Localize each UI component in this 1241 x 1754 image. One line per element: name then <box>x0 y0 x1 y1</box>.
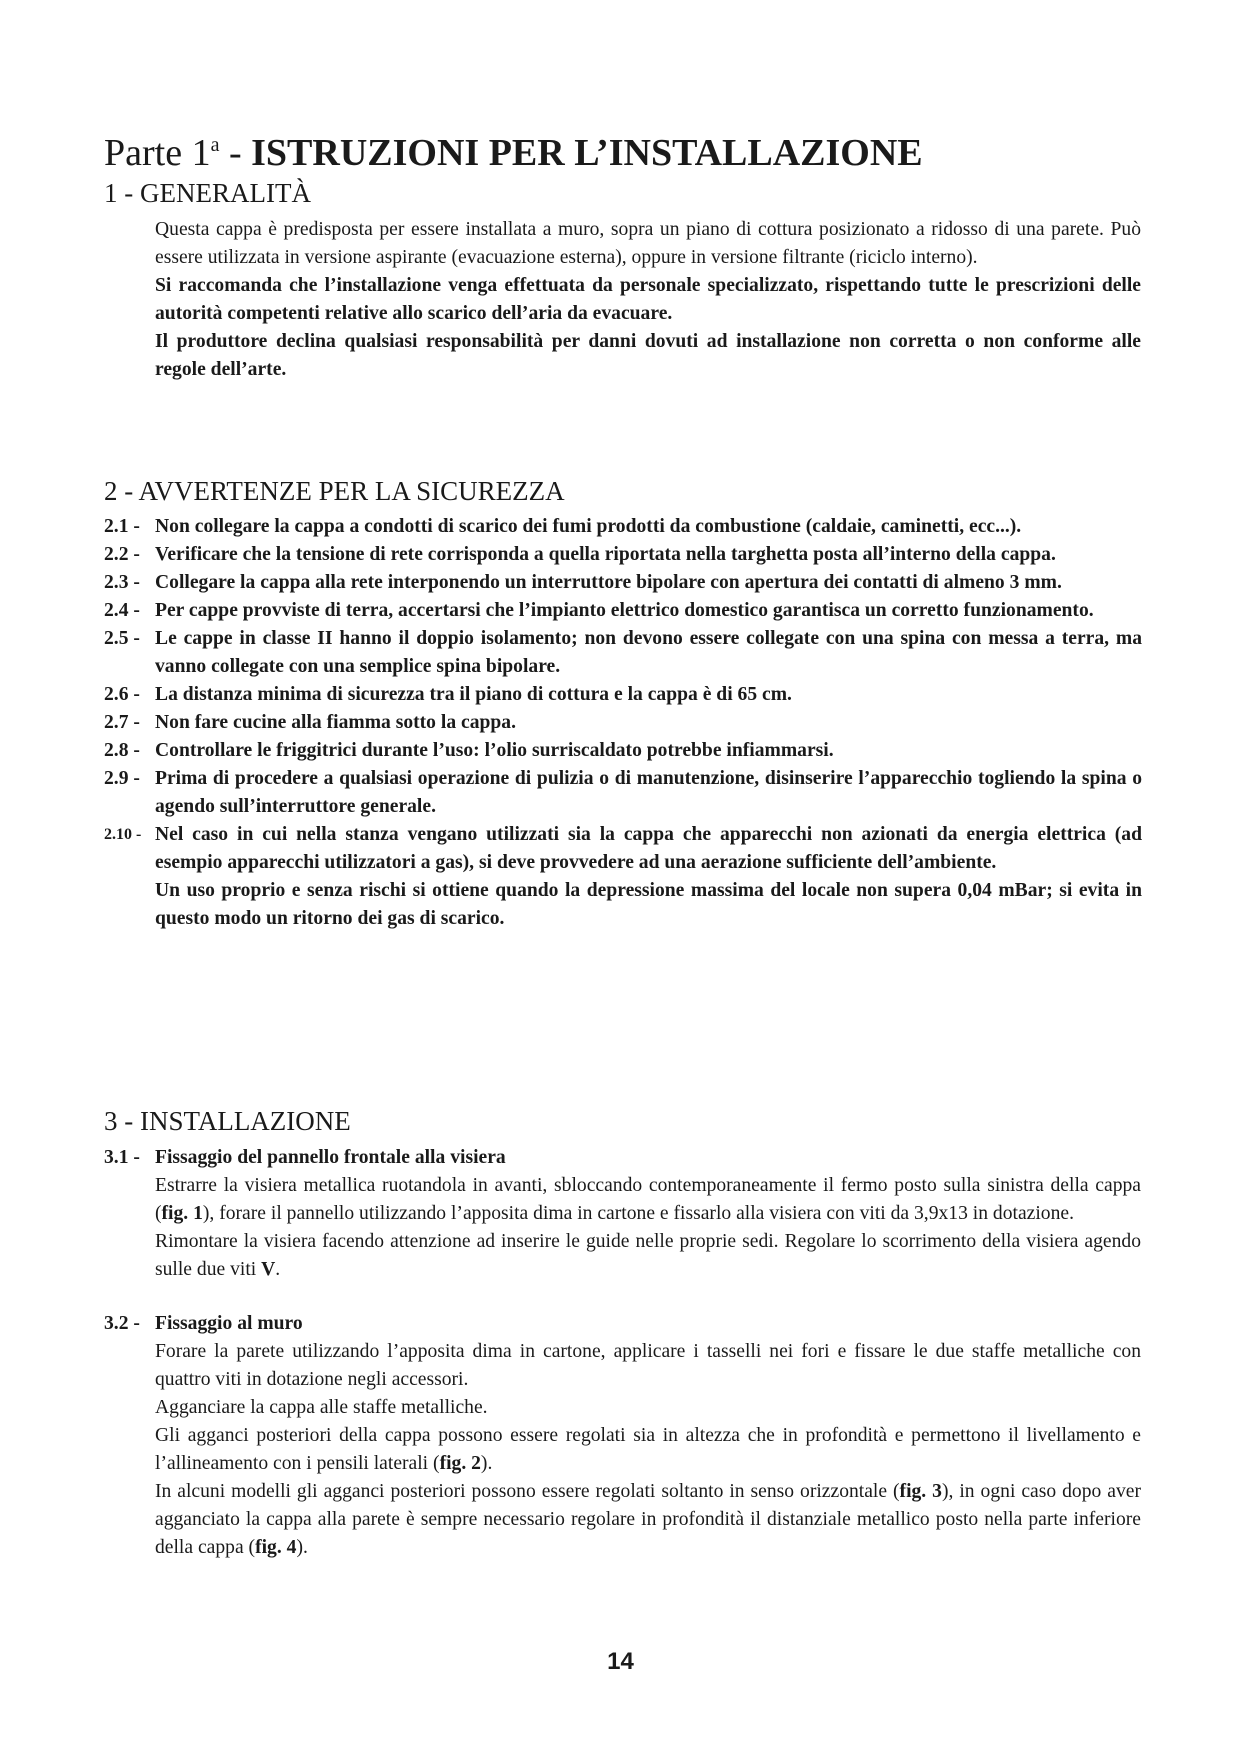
subsection-number: 3.2 - <box>104 1313 140 1334</box>
item-text: Nel caso in cui nella stanza vengano utilizzati sia la cappa che apparecchi non azionati da energia elettrica (ad esempio apparecchi utilizzatori a gas), si deve provvedere ad una aerazione sufficiente dell’ambiente. <box>155 824 1142 873</box>
subsection-3-2-paragraph-3: Gli agganci posteriori della cappa possono essere regolati sia in altezza che in profondità e permettono il livellamento e l’allineamento con i pensili laterali (fig. 2). <box>155 1425 1141 1474</box>
item-number: 2.5 - <box>104 628 140 649</box>
subsection-3-1-paragraph-1: Estrarre la visiera metallica ruotandola in avanti, sbloccando contemporaneamente il fermo posto sulla sinistra della cappa (fig. 1), forare il pannello utilizzando l’apposita dima in cartone e fissarlo alla visiera con viti da 3,9x13 in dotazione. <box>155 1175 1141 1224</box>
subsection-3-2-body <box>155 1338 1141 1562</box>
subsection-3-2-heading <box>104 1310 1144 1338</box>
item-text: Verificare che la tensione di rete corrisponda a quella riportata nella targhetta posta all’interno della cappa. <box>155 544 1056 565</box>
item-text: Per cappe provviste di terra, accertarsi che l’impianto elettrico domestico garantisca un corretto funzionamento. <box>155 600 1094 621</box>
list-item <box>104 681 1142 709</box>
safety-warnings-list <box>104 513 1142 933</box>
item-number: 2.3 - <box>104 572 140 593</box>
title-superscript: a <box>210 134 220 156</box>
list-item <box>104 513 1142 541</box>
title-prefix: Parte 1 <box>104 132 211 174</box>
subsection-3-1-paragraph-2: Rimontare la visiera facendo attenzione ad inserire le guide nelle proprie sedi. Regolare lo scorrimento della visiera agendo sulle due viti V. <box>155 1231 1141 1280</box>
item-number: 2.6 - <box>104 684 140 705</box>
subsection-3-1-body <box>155 1172 1141 1284</box>
list-item <box>104 765 1142 821</box>
figure-reference: fig. 3 <box>899 1481 942 1502</box>
item-number: 2.2 - <box>104 544 140 565</box>
item-text: Controllare le friggitrici durante l’uso: l’olio surriscaldato potrebbe infiammarsi. <box>155 740 834 761</box>
list-item <box>104 821 1142 877</box>
page-number: 14 <box>607 1648 634 1675</box>
subsection-number: 3.1 - <box>104 1147 140 1168</box>
section-1-paragraph-1: Questa cappa è predisposta per essere installata a muro, sopra un piano di cottura posizionato a ridosso di una parete. Può essere utilizzata in versione aspirante (evacuazione esterna), oppure in versione filtrante (riciclo interno). <box>155 219 1141 268</box>
section-3-heading: 3 - INSTALLAZIONE <box>104 1106 351 1136</box>
list-item <box>104 737 1142 765</box>
item-text: Prima di procedere a qualsiasi operazione di pulizia o di manutenzione, disinserire l’apparecchio togliendo la spina o agendo sull’interruttore generale. <box>155 768 1142 817</box>
figure-reference: fig. 1 <box>161 1203 203 1224</box>
item-text: La distanza minima di sicurezza tra il piano di cottura e la cappa è di 65 cm. <box>155 684 792 705</box>
section-2-heading: 2 - AVVERTENZE PER LA SICUREZZA <box>104 476 565 506</box>
list-item <box>104 709 1142 737</box>
item-number: 2.4 - <box>104 600 140 621</box>
subsection-3-2-paragraph-2: Agganciare la cappa alle staffe metalliche. <box>155 1397 488 1418</box>
screw-label: V <box>261 1259 276 1280</box>
item-text: Non fare cucine alla fiamma sotto la cappa. <box>155 712 517 733</box>
figure-reference: fig. 2 <box>439 1453 481 1474</box>
item-extra-text: Un uso proprio e senza rischi si ottiene quando la depressione massima del locale non supera 0,04 mBar; si evita in questo modo un ritorno dei gas di scarico. <box>155 880 1142 929</box>
section-1-paragraph-2: Si raccomanda che l’installazione venga effettuata da personale specializzato, rispettando tutte le prescrizioni delle autorità competenti relative allo scarico dell’aria da evacuare. <box>155 275 1141 324</box>
item-text: Le cappe in classe II hanno il doppio isolamento; non devono essere collegate con una spina con messa a terra, ma vanno collegate con una semplice spina bipolare. <box>155 628 1142 677</box>
list-item <box>104 597 1142 625</box>
section-1-paragraph-3: Il produttore declina qualsiasi responsabilità per danni dovuti ad installazione non corretta o non conforme alle regole dell’arte. <box>155 331 1141 380</box>
subsection-title: Fissaggio al muro <box>155 1313 303 1334</box>
section-1-heading: 1 - GENERALITÀ <box>104 178 311 208</box>
list-item <box>104 569 1142 597</box>
title-separator: - <box>219 132 252 174</box>
subsection-3-2-paragraph-4: In alcuni modelli gli agganci posteriori possono essere regolati soltanto in senso orizzontale (fig. 3), in ogni caso dopo aver agganciato la cappa alla parete è sempre necessario regolare in profondità il distanziale metallico posto nella parte inferiore della cappa (fig. 4). <box>155 1481 1141 1558</box>
item-number: 2.7 - <box>104 712 140 733</box>
item-text: Collegare la cappa alla rete interponendo un interruttore bipolare con apertura dei contatti di almeno 3 mm. <box>155 572 1062 593</box>
list-item-continuation <box>104 877 1142 933</box>
page-title <box>104 122 923 176</box>
item-number: 2.10 - <box>104 826 142 843</box>
title-main: ISTRUZIONI PER L’INSTALLAZIONE <box>251 132 923 174</box>
item-text: Non collegare la cappa a condotti di scarico dei fumi prodotti da combustione (caldaie, caminetti, ecc...). <box>155 516 1022 537</box>
list-item <box>104 541 1142 569</box>
figure-reference: fig. 4 <box>255 1537 297 1558</box>
subsection-title: Fissaggio del pannello frontale alla visiera <box>155 1147 506 1168</box>
item-number: 2.8 - <box>104 740 140 761</box>
item-number: 2.1 - <box>104 516 140 537</box>
item-number: 2.9 - <box>104 768 140 789</box>
section-1-body <box>155 216 1141 384</box>
subsection-3-2-paragraph-1: Forare la parete utilizzando l’apposita dima in cartone, applicare i tasselli nei fori e fissare le due staffe metalliche con quattro viti in dotazione negli accessori. <box>155 1341 1141 1390</box>
subsection-3-1-heading <box>104 1144 1144 1172</box>
list-item <box>104 625 1142 681</box>
